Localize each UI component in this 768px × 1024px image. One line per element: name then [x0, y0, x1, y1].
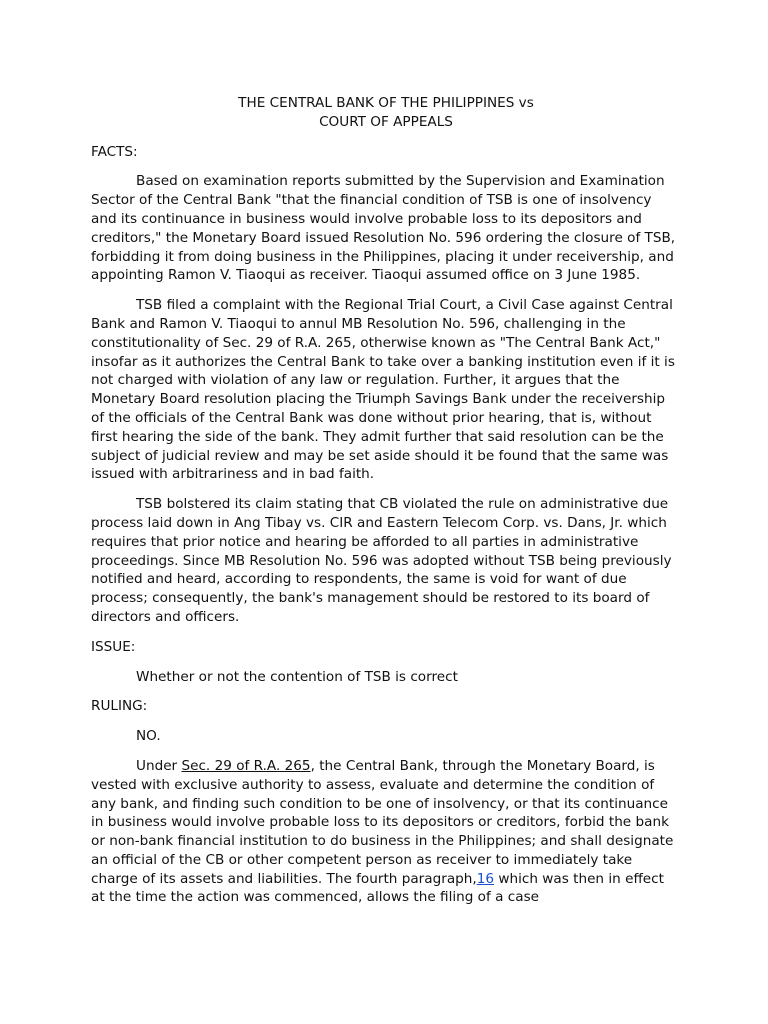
- ruling-answer: NO.: [136, 728, 161, 745]
- facts-paragraph-3: TSB bolstered its claim stating that CB violated the rule on administrative due process laid down in Ang Tibay vs. CIR and Eastern Telecom Corp. vs. Dans, Jr. which requires that prior notice and hearing be afforded to all parties in administrative proceedings. Since MB Resolution No. 596 was adopted without TSB being previously notified and heard, according to respondents, the same is void for want of due process; consequently, the bank's management should be restored to its board of directors and officers.: [91, 496, 672, 625]
- case-title-line-2: COURT OF APPEALS: [319, 113, 453, 130]
- ruling-text-middle: , the Central Bank, through the Monetary Board, is vested with exclusive authority to assess, evaluate and determine the condition of any bank, and finding such condition to be one of insolvency, or that its continuance in business would involve probable loss to its depositors or creditors, forbid the bank or non-bank financial institution to do business in the Philippines; and shall designate an official of the CB or other competent person as receiver to immediately take charge of its assets and liabilities. The fourth paragraph,: [91, 757, 674, 887]
- facts-heading: FACTS:: [91, 143, 138, 160]
- footnote-link[interactable]: 16: [476, 870, 495, 887]
- ruling-text-before-ref: Under: [136, 757, 182, 774]
- ruling-paragraph: [91, 757, 681, 907]
- ruling-text-after-footnote: which was then in effect at the time the action was commenced, allows the filing of a case: [91, 870, 664, 906]
- document-page: [91, 94, 681, 907]
- facts-paragraph-2: TSB filed a complaint with the Regional Trial Court, a Civil Case against Central Bank and Ramon V. Tiaoqui to annul MB Resolution No. 596, challenging in the constitutionality of Sec. 29 of R.A. 265, otherwise known as "The Central Bank Act," insofar as it authorizes the Central Bank to take over a banking institution even if it is not charged with violation of any law or regulation. Further, it argues that the Monetary Board resolution placing the Triumph Savings Bank under the receivership of the officials of the Central Bank was done without prior hearing, that is, without first hearing the side of the bank. They admit further that said resolution can be the subject of judicial review and may be set aside should it be found that the same was issued with arbitrariness and in bad faith.: [91, 297, 675, 483]
- case-title: [91, 94, 681, 132]
- statute-reference: Sec. 29 of R.A. 265: [181, 757, 311, 774]
- issue-heading: ISSUE:: [91, 638, 136, 655]
- issue-text: Whether or not the contention of TSB is correct: [136, 668, 458, 685]
- ruling-heading: RULING:: [91, 698, 148, 715]
- case-title-line-1: THE CENTRAL BANK OF THE PHILIPPINES vs: [238, 95, 534, 111]
- facts-paragraph-1: Based on examination reports submitted by the Supervision and Examination Sector of the Central Bank "that the financial condition of TSB is one of insolvency and its continuance in business would involve probable loss to its depositors and creditors," the Monetary Board issued Resolution No. 596 ordering the closure of TSB, forbidding it from doing business in the Philippines, placing it under receivership, and appointing Ramon V. Tiaoqui as receiver. Tiaoqui assumed office on 3 June 1985.: [91, 173, 676, 284]
